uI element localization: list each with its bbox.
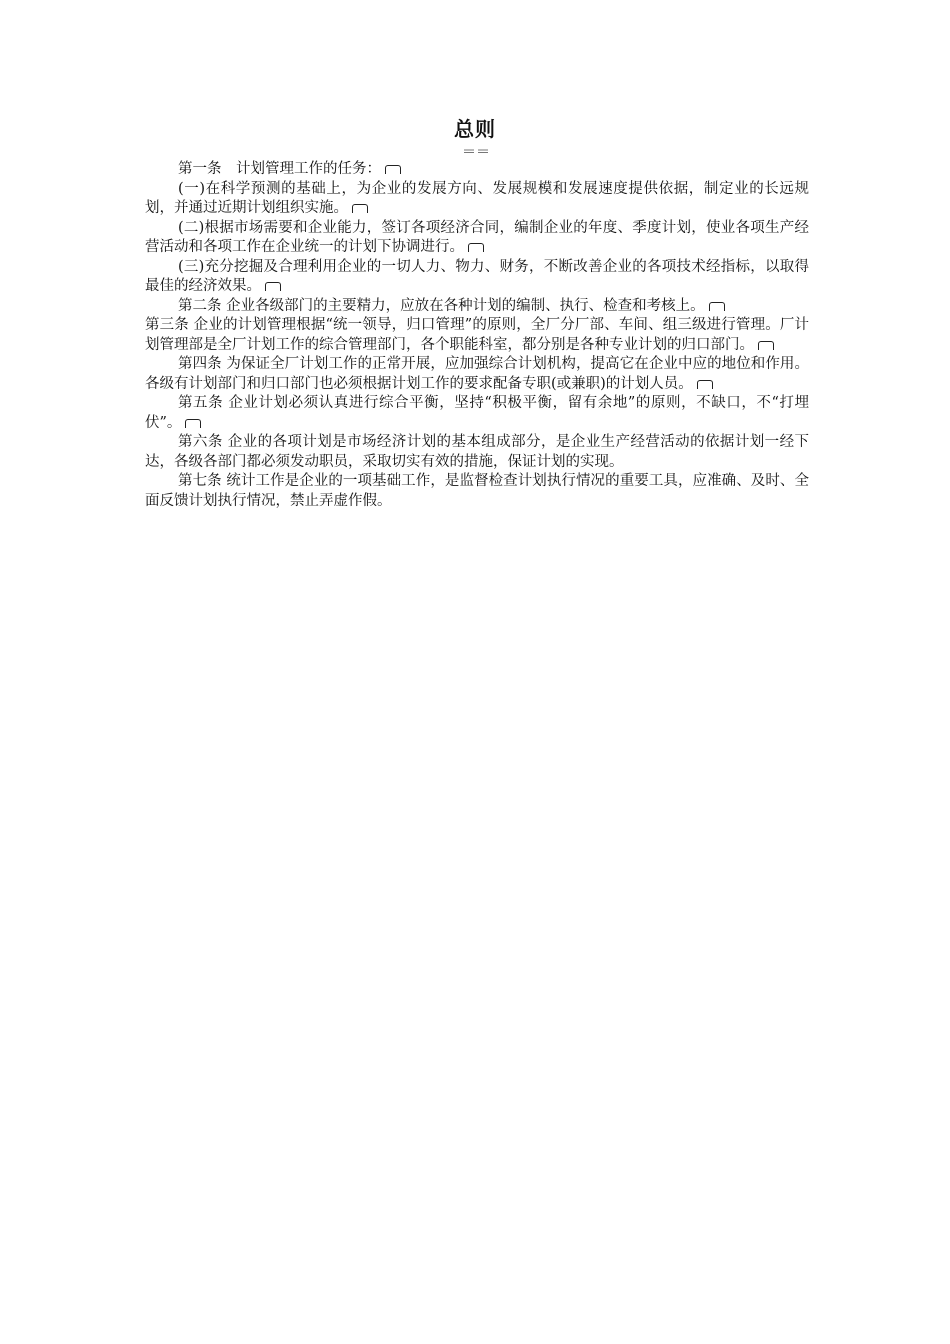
paragraph-article-2 [145, 297, 809, 317]
paragraph-article-4 [145, 355, 809, 394]
paragraph-mark-icon [697, 380, 713, 389]
paragraph-mark-icon [352, 204, 368, 213]
paragraph-item-2 [145, 219, 809, 258]
paragraph-article-3 [145, 316, 809, 355]
paragraph-mark-icon [709, 302, 725, 311]
paragraph-text: 第四条 为保证全厂计划工作的正常开展，应加强综合计划机构，提高它在企业中应的地位和作用。各级有计划部门和归口部门也必须根据计划工作的要求配备专职(或兼职)的计划人员。 [145, 356, 809, 392]
paragraph-article-6 [145, 433, 809, 472]
paragraph-article-5 [145, 394, 809, 433]
paragraph-mark-icon [758, 341, 774, 350]
paragraph-text: 第五条 企业计划必须认真进行综合平衡，坚持“积极平衡，留有余地”的原则，不缺口，不“打埋伏”。 [145, 395, 809, 431]
paragraph-text: (二)根据市场需要和企业能力，签订各项经济合同，编制企业的年度、季度计划，使业各项生产经营活动和各项工作在企业统一的计划下协调进行。 [145, 219, 809, 255]
document-body [145, 160, 809, 511]
paragraph-mark-icon [185, 419, 201, 428]
paragraph-text: 第二条 企业各级部门的主要精力，应放在各种计划的编制、执行、检查和考核上。 [178, 297, 705, 314]
paragraph-article-1 [145, 160, 809, 180]
paragraph-text: (一)在科学预测的基础上，为企业的发展方向、发展规模和发展速度提供依据，制定业的长远规划，并通过近期计划组织实施。 [145, 180, 809, 216]
paragraph-text: 第三条 企业的计划管理根据“统一领导，归口管理”的原则，全厂分厂部、车间、组三级进行管理。厂计划管理部是全厂计划工作的综合管理部门，各个职能科室，都分别是各种专业计划的归口部门。 [145, 317, 809, 353]
paragraph-mark-icon [385, 165, 401, 174]
paragraph-mark-icon [468, 243, 484, 252]
paragraph-item-1 [145, 180, 809, 219]
paragraph-item-3 [145, 258, 809, 297]
paragraph-text: 第七条 统计工作是企业的一项基础工作，是监督检查计划执行情况的重要工具，应准确、及时、全面反馈计划执行情况，禁止弄虚作假。 [145, 473, 809, 509]
paragraph-mark-icon [265, 282, 281, 291]
document-title: 总则 [454, 117, 496, 141]
paragraph-text: 第一条 计划管理工作的任务： [178, 161, 381, 177]
paragraph-article-7 [145, 472, 809, 511]
paragraph-text: 第六条 企业的各项计划是市场经济计划的基本组成部分，是企业生产经营活动的依据计划一经下达，各级各部门都必须发动职员，采取切实有效的措施，保证计划的实现。 [145, 434, 809, 470]
title-underline-ornament [464, 148, 488, 154]
paragraph-text: (三)充分挖掘及合理利用企业的一切人力、物力、财务，不断改善企业的各项技术经指标，以取得最佳的经济效果。 [145, 258, 809, 294]
